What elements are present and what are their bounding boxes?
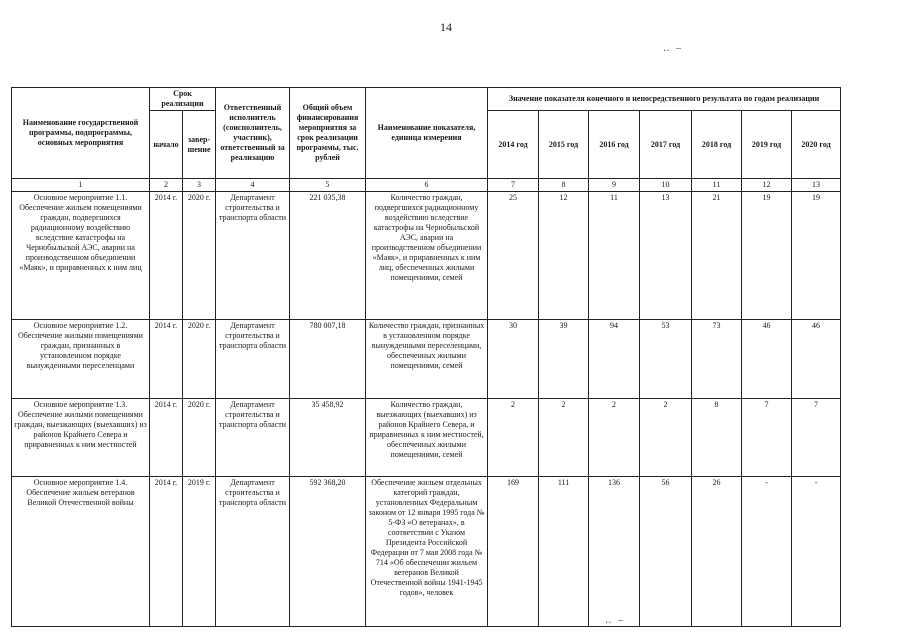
col-number: 10 (640, 179, 692, 192)
value-2018: 26 (692, 477, 742, 627)
activity-name: Основное мероприятие 1.3. Обеспечение жилыми помещениями граждан, выезжающих (выехавших) из районов Крайнего Севера и приравненных к ним местностей (12, 399, 150, 477)
col-number: 8 (539, 179, 589, 192)
value-2014: 30 (488, 320, 539, 399)
col-year: 2016 год (589, 111, 640, 179)
responsible: Департамент строительства и транспорта области (216, 320, 290, 399)
col-number: 7 (488, 179, 539, 192)
col-year: 2020 год (792, 111, 841, 179)
value-2014: 25 (488, 192, 539, 320)
value-2020: 7 (792, 399, 841, 477)
value-2016: 2 (589, 399, 640, 477)
value-2019: 19 (742, 192, 792, 320)
col-number: 11 (692, 179, 742, 192)
value-2017: 53 (640, 320, 692, 399)
value-2017: 13 (640, 192, 692, 320)
funding: 221 035,38 (290, 192, 366, 320)
indicator: Обеспечение жильем отдельных категорий граждан, установленных Федеральным законом от 12 января 1995 года № 5-ФЗ «О ветеранах», в соответствии с Указом Президента Российской Федерации от 7 мая 2008 года № 714 «Об обеспечении жильем ветеранов Великой Отечественной войны 1941-1945 годов», человек (366, 477, 488, 627)
end-year: 2020 г. (183, 399, 216, 477)
value-2020: 19 (792, 192, 841, 320)
col-term: Срок реализации (150, 88, 216, 111)
funding: 35 458,92 (290, 399, 366, 477)
start-year: 2014 г. (150, 477, 183, 627)
col-year: 2017 год (640, 111, 692, 179)
col-program-name: Наименование государственной программы, подпрограммы, основных мероприятия (12, 88, 150, 179)
value-2018: 21 (692, 192, 742, 320)
value-2019: 46 (742, 320, 792, 399)
value-2015: 2 (539, 399, 589, 477)
responsible: Департамент строительства и транспорта области (216, 192, 290, 320)
scan-mark: ‥ ‒ (605, 615, 626, 626)
value-2014: 169 (488, 477, 539, 627)
value-2018: 73 (692, 320, 742, 399)
value-2020: 46 (792, 320, 841, 399)
col-number: 4 (216, 179, 290, 192)
table-row (12, 192, 841, 320)
column-number-row (12, 179, 841, 192)
page-number: 14 (440, 20, 452, 34)
col-number: 12 (742, 179, 792, 192)
value-2018: 8 (692, 399, 742, 477)
value-2017: 2 (640, 399, 692, 477)
start-year: 2014 г. (150, 320, 183, 399)
value-2017: 56 (640, 477, 692, 627)
responsible: Департамент строительства и транспорта области (216, 399, 290, 477)
col-term-start: начало (150, 111, 183, 179)
table-row (12, 399, 841, 477)
col-year: 2015 год (539, 111, 589, 179)
value-2016: 136 (589, 477, 640, 627)
scan-mark: ‥ ‒ (663, 43, 684, 54)
value-2014: 2 (488, 399, 539, 477)
value-2020: - (792, 477, 841, 627)
activity-name: Основное мероприятие 1.2. Обеспечение жилыми помещениями граждан, признанных в установленном порядке вынужденными переселенцами (12, 320, 150, 399)
col-number: 2 (150, 179, 183, 192)
header-row (12, 88, 841, 111)
value-2015: 12 (539, 192, 589, 320)
col-number: 9 (589, 179, 640, 192)
results-table (11, 87, 841, 627)
value-2015: 111 (539, 477, 589, 627)
table-row (12, 477, 841, 627)
start-year: 2014 г. (150, 192, 183, 320)
col-number: 5 (290, 179, 366, 192)
end-year: 2020 г. (183, 192, 216, 320)
col-funding: Общий объем финансирования мероприятия за срок реализации программы, тыс. рублей (290, 88, 366, 179)
indicator: Количество граждан, подвергшихся радиационному воздействию вследствие катастрофы на Чернобыльской АЭС, аварии на производственном объединении «Маяк», и приравненных к ним лиц, обеспеченных жилыми помещениями, семей (366, 192, 488, 320)
value-2016: 94 (589, 320, 640, 399)
col-responsible: Ответственный исполнитель (соисполнитель, участник), ответственный за реализацию (216, 88, 290, 179)
indicator: Количество граждан, признанных в установленном порядке вынужденными переселенцами, обеспеченных жилыми помещениями, семей (366, 320, 488, 399)
col-number: 1 (12, 179, 150, 192)
indicator: Количество граждан, выезжающих (выехавших) из районов Крайнего Севера, и приравненных к ним местностей, обеспеченных жилыми помещениями, семей (366, 399, 488, 477)
col-values-title: Значение показателя конечного и непосредственного результата по годам реализации (488, 88, 841, 111)
col-indicator: Наименование показателя, единица измерения (366, 88, 488, 179)
col-number: 13 (792, 179, 841, 192)
end-year: 2020 г. (183, 320, 216, 399)
funding: 780 007,18 (290, 320, 366, 399)
col-year: 2014 год (488, 111, 539, 179)
value-2015: 39 (539, 320, 589, 399)
table-row (12, 320, 841, 399)
responsible: Департамент строительства и транспорта области (216, 477, 290, 627)
value-2019: 7 (742, 399, 792, 477)
activity-name: Основное мероприятие 1.1. Обеспечение жильем помещениями граждан, подвергшихся радиационному воздействию вследствие катастрофы на Чернобыльской АЭС, аварии на производственном объединении «Маяк», и приравненных к ним лиц (12, 192, 150, 320)
end-year: 2019 г. (183, 477, 216, 627)
start-year: 2014 г. (150, 399, 183, 477)
funding: 592 368,20 (290, 477, 366, 627)
col-number: 6 (366, 179, 488, 192)
activity-name: Основное мероприятие 1.4. Обеспечение жильем ветеранов Великой Отечественной войны (12, 477, 150, 627)
value-2016: 11 (589, 192, 640, 320)
col-number: 3 (183, 179, 216, 192)
col-year: 2018 год (692, 111, 742, 179)
value-2019: - (742, 477, 792, 627)
col-term-end: завер-шение (183, 111, 216, 179)
col-year: 2019 год (742, 111, 792, 179)
